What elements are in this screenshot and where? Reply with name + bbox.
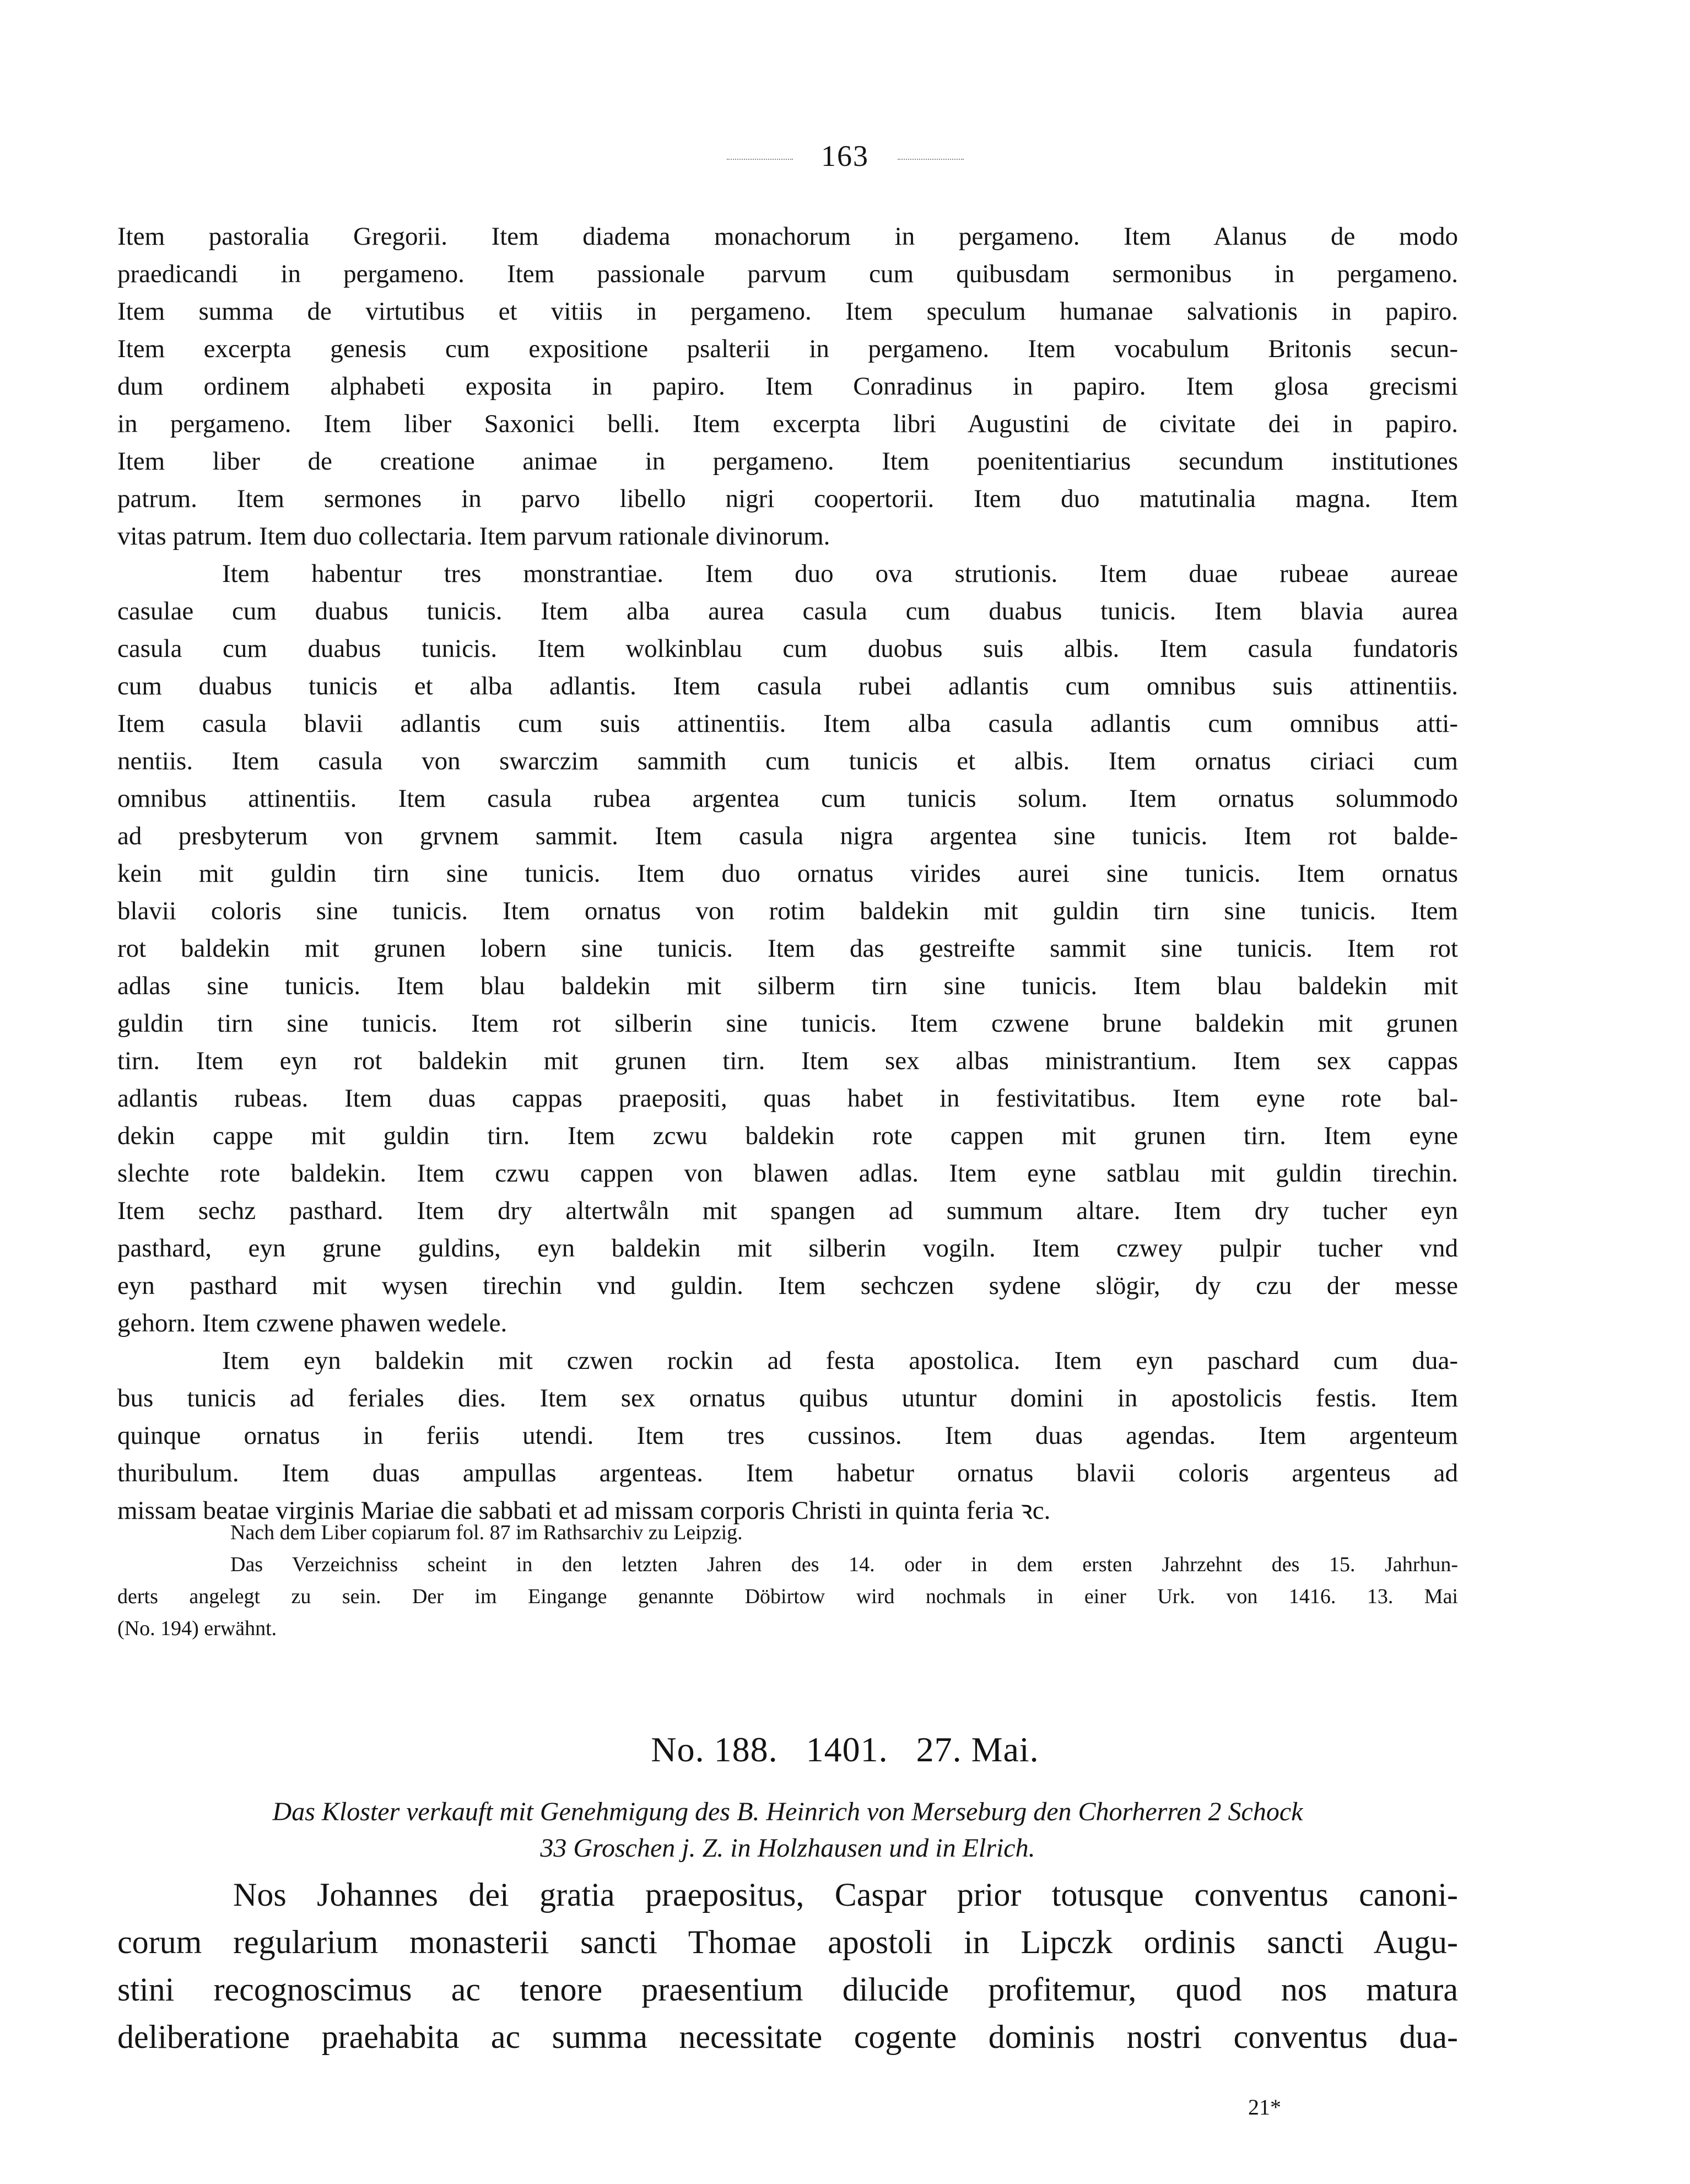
text-line: dekin cappe mit guldin tirn. Item zcwu baldekin rote cappen mit grunen tirn. Item eyne — [117, 1121, 1458, 1150]
note-source — [117, 1517, 1458, 1549]
signature-mark: 21* — [1248, 2095, 1281, 2120]
paragraph-vestments — [117, 555, 1458, 1342]
text-line: tirn. Item eyn rot baldekin mit grunen tirn. Item sex albas ministrantium. Item sex cappas — [117, 1047, 1458, 1075]
text-line: Item summa de virtutibus et vitiis in pergameno. Item speculum humanae salvationis in papiro. — [117, 297, 1458, 326]
text-line: Item habentur tres monstrantiae. Item duo ova strutionis. Item duae rubeae aureae — [222, 559, 1458, 588]
text-line: Item sechz pasthard. Item dry altertwåln mit spangen ad summum altare. Item dry tucher eyn — [117, 1196, 1458, 1225]
page-number-text: 163 — [821, 139, 869, 172]
text-line: patrum. Item sermones in parvo libello nigri coopertorii. Item duo matutinalia magna. Item — [117, 484, 1458, 513]
text-line: eyn pasthard mit wysen tirechin vnd guldin. Item sechczen sydene slögir, dy czu der messe — [117, 1271, 1458, 1300]
text-line: guldin tirn sine tunicis. Item rot silberin sine tunicis. Item czwene brune baldekin mit grunen — [117, 1009, 1458, 1038]
text-line: kein mit guldin tirn sine tunicis. Item duo ornatus virides aurei sine tunicis. Item ornatus — [117, 859, 1458, 888]
text-line: Item liber de creatione animae in pergameno. Item poenitentiarius secundum institutiones — [117, 447, 1458, 476]
text-line: blavii coloris sine tunicis. Item ornatus von rotim baldekin mit guldin tirn sine tunicis. Item — [117, 897, 1458, 925]
text-line: Item casula blavii adlantis cum suis attinentiis. Item alba casula adlantis cum omnibus atti- — [117, 709, 1458, 738]
note-line: Nach dem Liber copiarum fol. 87 im Rathsarchiv zu Leipzig. — [230, 1521, 743, 1544]
text-line: quinque ornatus in feriis utendi. Item tres cussinos. Item duas agendas. Item argenteum — [117, 1421, 1458, 1450]
text-line: cum duabus tunicis et alba adlantis. Item casula rubei adlantis cum omnibus suis attinentiis. — [117, 672, 1458, 700]
text-line: Item pastoralia Gregorii. Item diadema monachorum in pergameno. Item Alanus de modo — [117, 222, 1458, 251]
text-line: adlantis rubeas. Item duas cappas praepositi, quas habet in festivitatibus. Item eyne rote bal- — [117, 1084, 1458, 1113]
note-line: Das Verzeichniss scheint in den letzten Jahren des 14. oder in dem ersten Jahrzehnt des 15. Jahrhun- — [230, 1553, 1458, 1576]
text-line: thuribulum. Item duas ampullas argenteas. Item habetur ornatus blavii coloris argenteus ad — [117, 1459, 1458, 1487]
text-line: ad presbyterum von grvnem sammit. Item casula nigra argentea sine tunicis. Item rot balde- — [117, 822, 1458, 850]
text-line: omnibus attinentiis. Item casula rubea argentea cum tunicis solum. Item ornatus solummodo — [117, 784, 1458, 813]
text-line: dum ordinem alphabeti exposita in papiro. Item Conradinus in papiro. Item glosa grecismi — [117, 372, 1458, 401]
charter-text — [117, 1871, 1458, 2061]
text-line: Item eyn baldekin mit czwen rockin ad festa apostolica. Item eyn paschard cum dua- — [222, 1346, 1458, 1375]
decorative-rule-left — [727, 159, 793, 160]
text-line: adlas sine tunicis. Item blau baldekin mit silberm tirn sine tunicis. Item blau baldekin mit — [117, 972, 1458, 1000]
paragraph-liturgical-items — [117, 1342, 1458, 1529]
text-line: praedicandi in pergameno. Item passionale parvum cum quibusdam sermonibus in pergameno. — [117, 260, 1458, 288]
note-line: derts angelegt zu sein. Der im Eingange genannte Döbirtow wird nochmals in einer Urk. von 1416. 13. Mai — [117, 1585, 1458, 1608]
text-line: rot baldekin mit grunen lobern sine tunicis. Item das gestreifte sammit sine tunicis. Item rot — [117, 934, 1458, 963]
text-line: Item excerpta genesis cum expositione psalterii in pergameno. Item vocabulum Britonis secun- — [117, 335, 1458, 363]
charter-line: deliberatione praehabita ac summa necessitate cogente dominis nostri conventus dua- — [117, 2019, 1458, 2055]
text-line: casula cum duabus tunicis. Item wolkinblau cum duobus suis albis. Item casula fundatoris — [117, 634, 1458, 663]
source-notes — [117, 1517, 1458, 1644]
text-line: nentiis. Item casula von swarczim sammith cum tunicis et albis. Item ornatus ciriaci cum — [117, 747, 1458, 775]
note-line: (No. 194) erwähnt. — [117, 1617, 277, 1640]
text-line: gehorn. Item czwene phawen wedele. — [117, 1309, 507, 1338]
regest-line: 33 Groschen j. Z. in Holzhausen und in Elrich. — [540, 1834, 1035, 1863]
text-line: bus tunicis ad feriales dies. Item sex ornatus quibus utuntur domini in apostolicis festis. Item — [117, 1384, 1458, 1412]
regest-line: Das Kloster verkauft mit Genehmigung des B. Heinrich von Merseburg den Chorherren 2 Schock — [272, 1797, 1303, 1826]
document-regest — [117, 1794, 1458, 1867]
inventory-text — [117, 218, 1458, 1529]
document-heading: No. 188. 1401. 27. Mai. — [651, 1730, 1039, 1769]
charter-line: stini recognoscimus ac tenore praesentium dilucide profitemur, quod nos matura — [117, 1971, 1458, 2008]
text-line: casulae cum duabus tunicis. Item alba aurea casula cum duabus tunicis. Item blavia aurea — [117, 597, 1458, 625]
decorative-rule-right — [898, 159, 964, 160]
charter-line: Nos Johannes dei gratia praepositus, Caspar prior totusque conventus canoni- — [233, 1876, 1458, 1913]
text-line: missam beatae virginis Mariae die sabbati et ad missam corporis Christi in quinta feria ꝛc. — [117, 1496, 1051, 1525]
page-number — [0, 139, 1690, 173]
paragraph-books — [117, 218, 1458, 555]
text-line: vitas patrum. Item duo collectaria. Item parvum rationale divinorum. — [117, 522, 830, 551]
text-line: pasthard, eyn grune guldins, eyn baldekin mit silberin vogiln. Item czwey pulpir tucher vnd — [117, 1234, 1458, 1263]
charter-line: corum regularium monasterii sancti Thomae apostoli in Lipczk ordinis sancti Augu- — [117, 1924, 1458, 1960]
text-line: in pergameno. Item liber Saxonici belli. Item excerpta libri Augustini de civitate dei in papiro. — [117, 409, 1458, 438]
note-dating — [117, 1549, 1458, 1644]
text-line: slechte rote baldekin. Item czwu cappen von blawen adlas. Item eyne satblau mit guldin tirechin. — [117, 1159, 1458, 1188]
